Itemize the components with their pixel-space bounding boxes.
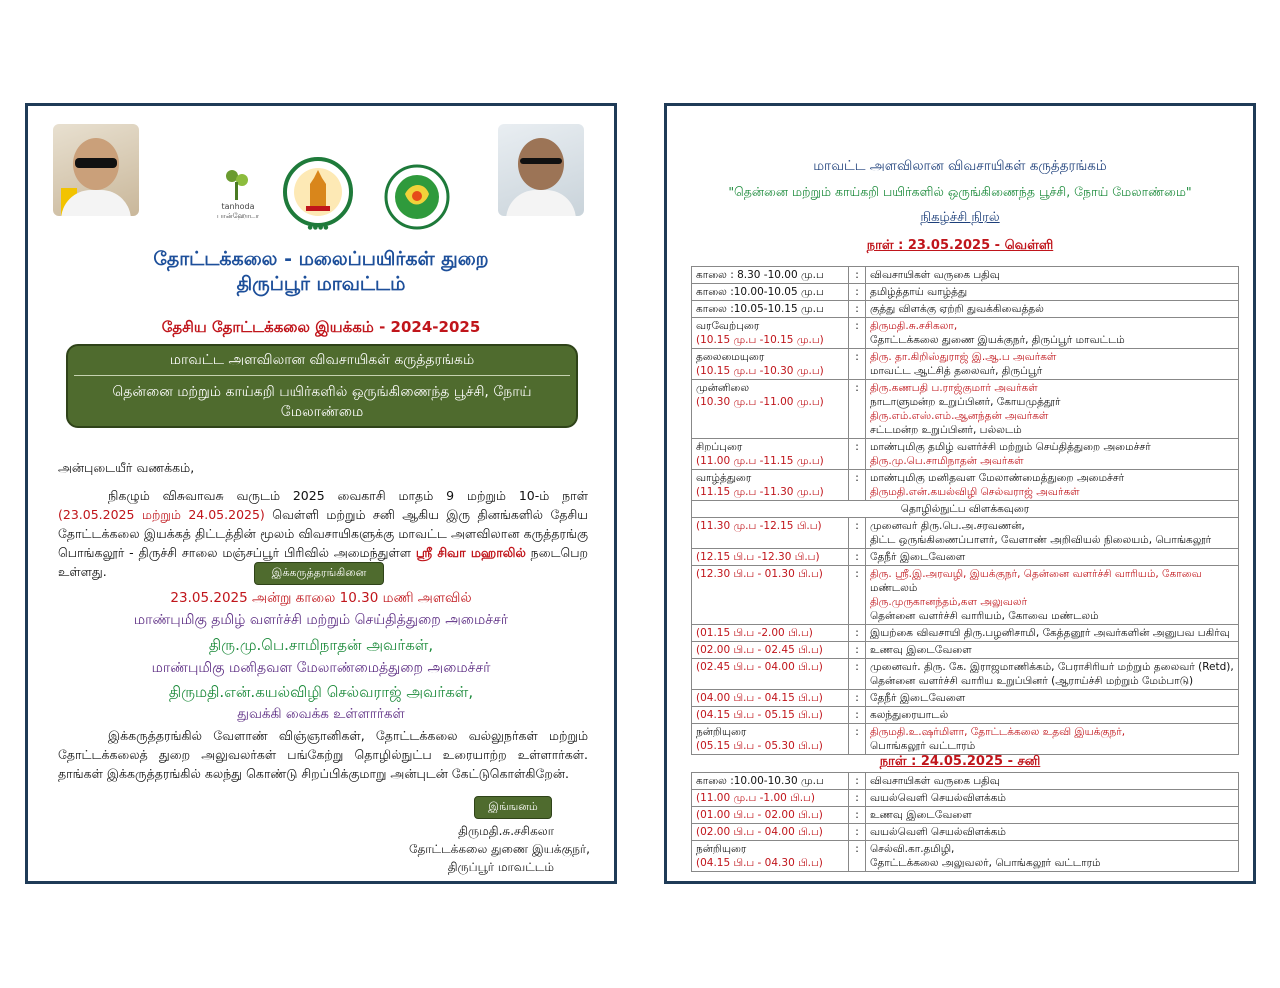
tanhoda-name: tanhoda — [221, 202, 255, 211]
program-heading: நிகழ்ச்சி நிரல் — [920, 210, 1000, 225]
time-cell: காலை : 8.30 -10.00 மு.ப — [692, 267, 849, 284]
separator: : — [849, 301, 866, 318]
time-cell: (04.15 பி.ப - 05.15 பி.ப) — [692, 707, 849, 724]
activity-cell: குத்து விளக்கு ஏற்றி துவக்கிவைத்தல் — [866, 301, 1239, 318]
department-title: தோட்டக்கலை - மலைப்பயிர்கள் துறை — [153, 248, 489, 270]
activity-cell: திரு. ஸ்ரீ.இ.அரவழி, இயக்குநர், தென்னை வளர்ச்சி வாரியம், கோவை மண்டலம் திரு.முருகானந்தம்,கள அலுவலர் தென்னை வளர்ச்சி வாரியம், கோவை மண்டலம் — [866, 566, 1239, 625]
seminar-title-box — [66, 344, 578, 428]
seminar-topic: தென்னை மற்றும் காய்கறி பயிர்களில் ஒருங்கிணைந்த பூச்சி, நோய் மேலாண்மை — [112, 384, 532, 420]
schedule-row — [692, 790, 1239, 807]
tanhoda-sub: பான்ஹோடா — [216, 212, 260, 220]
minister2-title: மாண்புமிகு மனிதவள மேலாண்மைத்துறை அமைச்சர் — [151, 660, 491, 676]
program-subtitle: "தென்னை மற்றும் காய்கறி பயிர்களில் ஒருங்கிணைந்த பூச்சி, நோய் மேலாண்மை" — [728, 184, 1192, 199]
activity-cell: உணவு இடைவேளை — [866, 642, 1239, 659]
separator: : — [849, 267, 866, 284]
tanhoda-logo — [218, 166, 258, 202]
time-cell: தலைமையுரை (10.15 மு.ப -10.30 மு.ப) — [692, 349, 849, 380]
activity-cell: கலந்துரையாடல் — [866, 707, 1239, 724]
separator: : — [849, 807, 866, 824]
activity-cell: தேநீர் இடைவேளை — [866, 690, 1239, 707]
seminar-title: மாவட்ட அளவிலான விவசாயிகள் கருத்தரங்கம் — [169, 352, 475, 368]
schedule-row — [692, 625, 1239, 642]
tech-header: தொழில்நுட்ப விளக்கவுரை — [692, 501, 1239, 518]
separator: : — [849, 380, 866, 439]
program-title: மாவட்ட அளவிலான விவசாயிகள் கருத்தரங்கம் — [813, 158, 1107, 174]
activity-cell: செல்வி.கா.தமிழி, தோட்டக்கலை அலுவலர், பொங்கலூர் வட்டாரம் — [866, 841, 1239, 872]
schedule-row — [692, 267, 1239, 284]
activity-cell: முனைவர் திரு.பெ.அ.சரவணன், திட்ட ஒருங்கிணைப்பாளர், வேளாண் அறிவியல் நிலையம், பொங்கலூர் — [866, 518, 1239, 549]
time-cell: சிறப்புரை (11.00 மு.ப -11.15 மு.ப) — [692, 439, 849, 470]
time-cell: வாழ்த்துரை (11.15 மு.ப -11.30 மு.ப) — [692, 470, 849, 501]
activity-cell: உணவு இடைவேளை — [866, 807, 1239, 824]
time-cell: காலை :10.00-10.30 மு.ப — [692, 773, 849, 790]
time-cell: (04.00 பி.ப - 04.15 பி.ப) — [692, 690, 849, 707]
activity-cell: வயல்வெளி செயல்விளக்கம் — [866, 790, 1239, 807]
time-cell: (02.00 பி.ப - 02.45 பி.ப) — [692, 642, 849, 659]
time-cell: முன்னிலை (10.30 மு.ப -11.00 மு.ப) — [692, 380, 849, 439]
inaugurate-line: துவக்கி வைக்க உள்ளார்கள் — [237, 706, 405, 722]
schedule-row — [692, 807, 1239, 824]
schedule-row — [692, 690, 1239, 707]
mission-title: தேசிய தோட்டக்கலை இயக்கம் - 2024-2025 — [161, 318, 481, 336]
greeting: அன்புடையீர் வணக்கம், — [58, 460, 195, 475]
tamilnadu-emblem — [282, 156, 354, 232]
schedule-row — [692, 659, 1239, 690]
schedule-row — [692, 549, 1239, 566]
separator: : — [849, 318, 866, 349]
separator: : — [849, 284, 866, 301]
separator: : — [849, 439, 866, 470]
activity-cell: திரு. தா.கிறிஸ்துராஜ் இ.ஆ.ப அவர்கள் மாவட்ட ஆட்சித் தலைவர், திருப்பூர் — [866, 349, 1239, 380]
svg-text:●●●●: ●●●● — [307, 224, 329, 231]
intro-pill: இக்கருத்தரங்கினை — [254, 562, 384, 585]
activity-cell: விவசாயிகள் வருகை பதிவு — [866, 773, 1239, 790]
schedule-row — [692, 284, 1239, 301]
time-cell: வரவேற்புரை (10.15 மு.ப -10.15 மு.ப) — [692, 318, 849, 349]
separator: : — [849, 790, 866, 807]
separator: : — [849, 724, 866, 755]
time-cell: (01.00 பி.ப - 02.00 பி.ப) — [692, 807, 849, 824]
activity-cell: திருமதி.சு.சசிகலா, தோட்டக்கலை துணை இயக்குநர், திருப்பூர் மாவட்டம் — [866, 318, 1239, 349]
separator: : — [849, 659, 866, 690]
separator: : — [849, 707, 866, 724]
schedule-row — [692, 349, 1239, 380]
separator: : — [849, 625, 866, 642]
signoff-pill: இங்ஙனம் — [474, 796, 552, 819]
signatory-name: திருமதி.சு.சசிகலா — [458, 824, 554, 838]
schedule-row — [692, 824, 1239, 841]
activity-cell: தேநீர் இடைவேளை — [866, 549, 1239, 566]
activity-cell: இயற்கை விவசாயி திரு.பழனிசாமி, கேத்தனூர் அவர்களின் அனுபவ பகிர்வு — [866, 625, 1239, 642]
horticulture-mission-logo — [383, 164, 451, 230]
minister1-title: மாண்புமிகு தமிழ் வளர்ச்சி மற்றும் செய்தித்துறை அமைச்சர் — [133, 612, 509, 628]
time-cell: (01.15 பி.ப -2.00 பி.ப) — [692, 625, 849, 642]
separator: : — [849, 642, 866, 659]
separator: : — [849, 824, 866, 841]
activity-cell: வயல்வெளி செயல்விளக்கம் — [866, 824, 1239, 841]
schedule-row — [692, 773, 1239, 790]
time-cell: (02.45 பி.ப - 04.00 பி.ப) — [692, 659, 849, 690]
invitation-paragraph: நிகழும் விசுவாவசு வருடம் 2025 வைகாசி மாதம் 9 மற்றும் 10-ம் நாள் (23.05.2025 மற்றும் 24.05.2025) வெள்ளி மற்றும் சனி ஆகிய இரு தினங்களில் தேசிய தோட்டக்கலை இயக்கத் திட்டத்தின் மூலம் விவசாயிகளுக்கு மாவட்ட அளவிலான கருத்தரங்கு பொங்கலூர் - திருச்சி சாலை மஞ்சப்பூர் பிரிவில் அமைந்துள்ள ஸ்ரீ சிவா மஹாலில் நடைபெற உள்ளது. — [58, 488, 589, 579]
minister1-name: திரு.மு.பெ.சாமிநாதன் அவர்கள், — [208, 636, 434, 654]
time-cell: நன்றியுரை (05.15 பி.ப - 05.30 பி.ப) — [692, 724, 849, 755]
separator: : — [849, 470, 866, 501]
schedule-row — [692, 318, 1239, 349]
district-title: திருப்பூர் மாவட்டம் — [236, 273, 406, 295]
day2-schedule — [691, 772, 1239, 872]
program-page — [664, 103, 1256, 884]
schedule-row — [692, 724, 1239, 755]
separator: : — [849, 349, 866, 380]
activity-cell: மாண்புமிகு மனிதவள மேலாண்மைத்துறை அமைச்சர் திருமதி.என்.கயல்விழி செல்வராஜ் அவர்கள் — [866, 470, 1239, 501]
schedule-row — [692, 707, 1239, 724]
schedule-row — [692, 380, 1239, 439]
time-cell: நன்றியுரை (04.15 பி.ப - 04.30 பி.ப) — [692, 841, 849, 872]
schedule-row — [692, 566, 1239, 625]
schedule-row — [692, 439, 1239, 470]
time-cell: (02.00 பி.ப - 04.00 பி.ப) — [692, 824, 849, 841]
activity-cell: தமிழ்த்தாய் வாழ்த்து — [866, 284, 1239, 301]
day2-heading: நாள் : 24.05.2025 - சனி — [879, 754, 1041, 769]
time-cell: (12.15 பி.ப -12.30 பி.ப) — [692, 549, 849, 566]
activity-cell: முனைவர். திரு. கே. இராஜமாணிக்கம், பேராசிரியர் மற்றும் தலைவர் (Retd), தென்னை வளர்ச்சி வாரிய உறுப்பினர் (ஆராய்ச்சி மற்றும் மேம்பாடு) — [866, 659, 1239, 690]
tech-header-row — [692, 501, 1239, 518]
day1-heading: நாள் : 23.05.2025 - வெள்ளி — [866, 238, 1054, 253]
separator: : — [849, 773, 866, 790]
schedule-row — [692, 470, 1239, 501]
schedule-row — [692, 841, 1239, 872]
activity-cell: விவசாயிகள் வருகை பதிவு — [866, 267, 1239, 284]
signatory-title: தோட்டக்கலை துணை இயக்குநர், — [408, 842, 590, 856]
schedule-row — [692, 301, 1239, 318]
signatory-place: திருப்பூர் மாவட்டம் — [447, 860, 554, 874]
schedule-row — [692, 518, 1239, 549]
closing-paragraph: இக்கருத்தரங்கில் வேளாண் விஞ்ஞானிகள், தோட்டக்கலை வல்லுநர்கள் மற்றும் தோட்டக்கலைத் துறை அலுவலர்கள் பங்கேற்று தொழில்நுட்ப உரையாற்ற உள்ளார்கள். தாங்கள் இக்கருத்தரங்கில் கலந்து கொண்டு சிறப்பிக்குமாறு அன்புடன் கேட்டுகொள்கிறேன். — [58, 728, 588, 781]
schedule-row — [692, 642, 1239, 659]
portrait-left — [53, 124, 139, 216]
separator: : — [849, 841, 866, 872]
separator: : — [849, 566, 866, 625]
minister2-name: திருமதி.என்.கயல்விழி செல்வராஜ் அவர்கள், — [168, 683, 474, 701]
activity-cell: திரு.கணபதி ப.ராஜ்குமார் அவர்கள் நாடாளுமன்ற உறுப்பினர், கோயமுத்தூர் திரு.எம்.எஸ்.எம்.ஆனந்தன் அவர்கள் சட்டமன்ற உறுப்பினர், பல்லடம் — [866, 380, 1239, 439]
time-cell: காலை :10.00-10.05 மு.ப — [692, 284, 849, 301]
separator: : — [849, 518, 866, 549]
time-cell: (11.30 மு.ப -12.15 பி.ப) — [692, 518, 849, 549]
portrait-right — [498, 124, 584, 216]
separator: : — [849, 549, 866, 566]
time-cell: (12.30 பி.ப - 01.30 பி.ப) — [692, 566, 849, 625]
time-cell: காலை :10.05-10.15 மு.ப — [692, 301, 849, 318]
activity-cell: மாண்புமிகு தமிழ் வளர்ச்சி மற்றும் செய்தித்துறை அமைச்சர் திரு.மு.பெ.சாமிநாதன் அவர்கள் — [866, 439, 1239, 470]
activity-cell: திருமதி.உ.ஷர்மிளா, தோட்டக்கலை உதவி இயக்குநர், பொங்கலூர் வட்டாரம் — [866, 724, 1239, 755]
day1-schedule — [691, 266, 1239, 755]
invitation-page — [25, 103, 617, 884]
time-line: 23.05.2025 அன்று காலை 10.30 மணி அளவில் — [170, 590, 472, 606]
time-cell: (11.00 மு.ப -1.00 பி.ப) — [692, 790, 849, 807]
separator: : — [849, 690, 866, 707]
